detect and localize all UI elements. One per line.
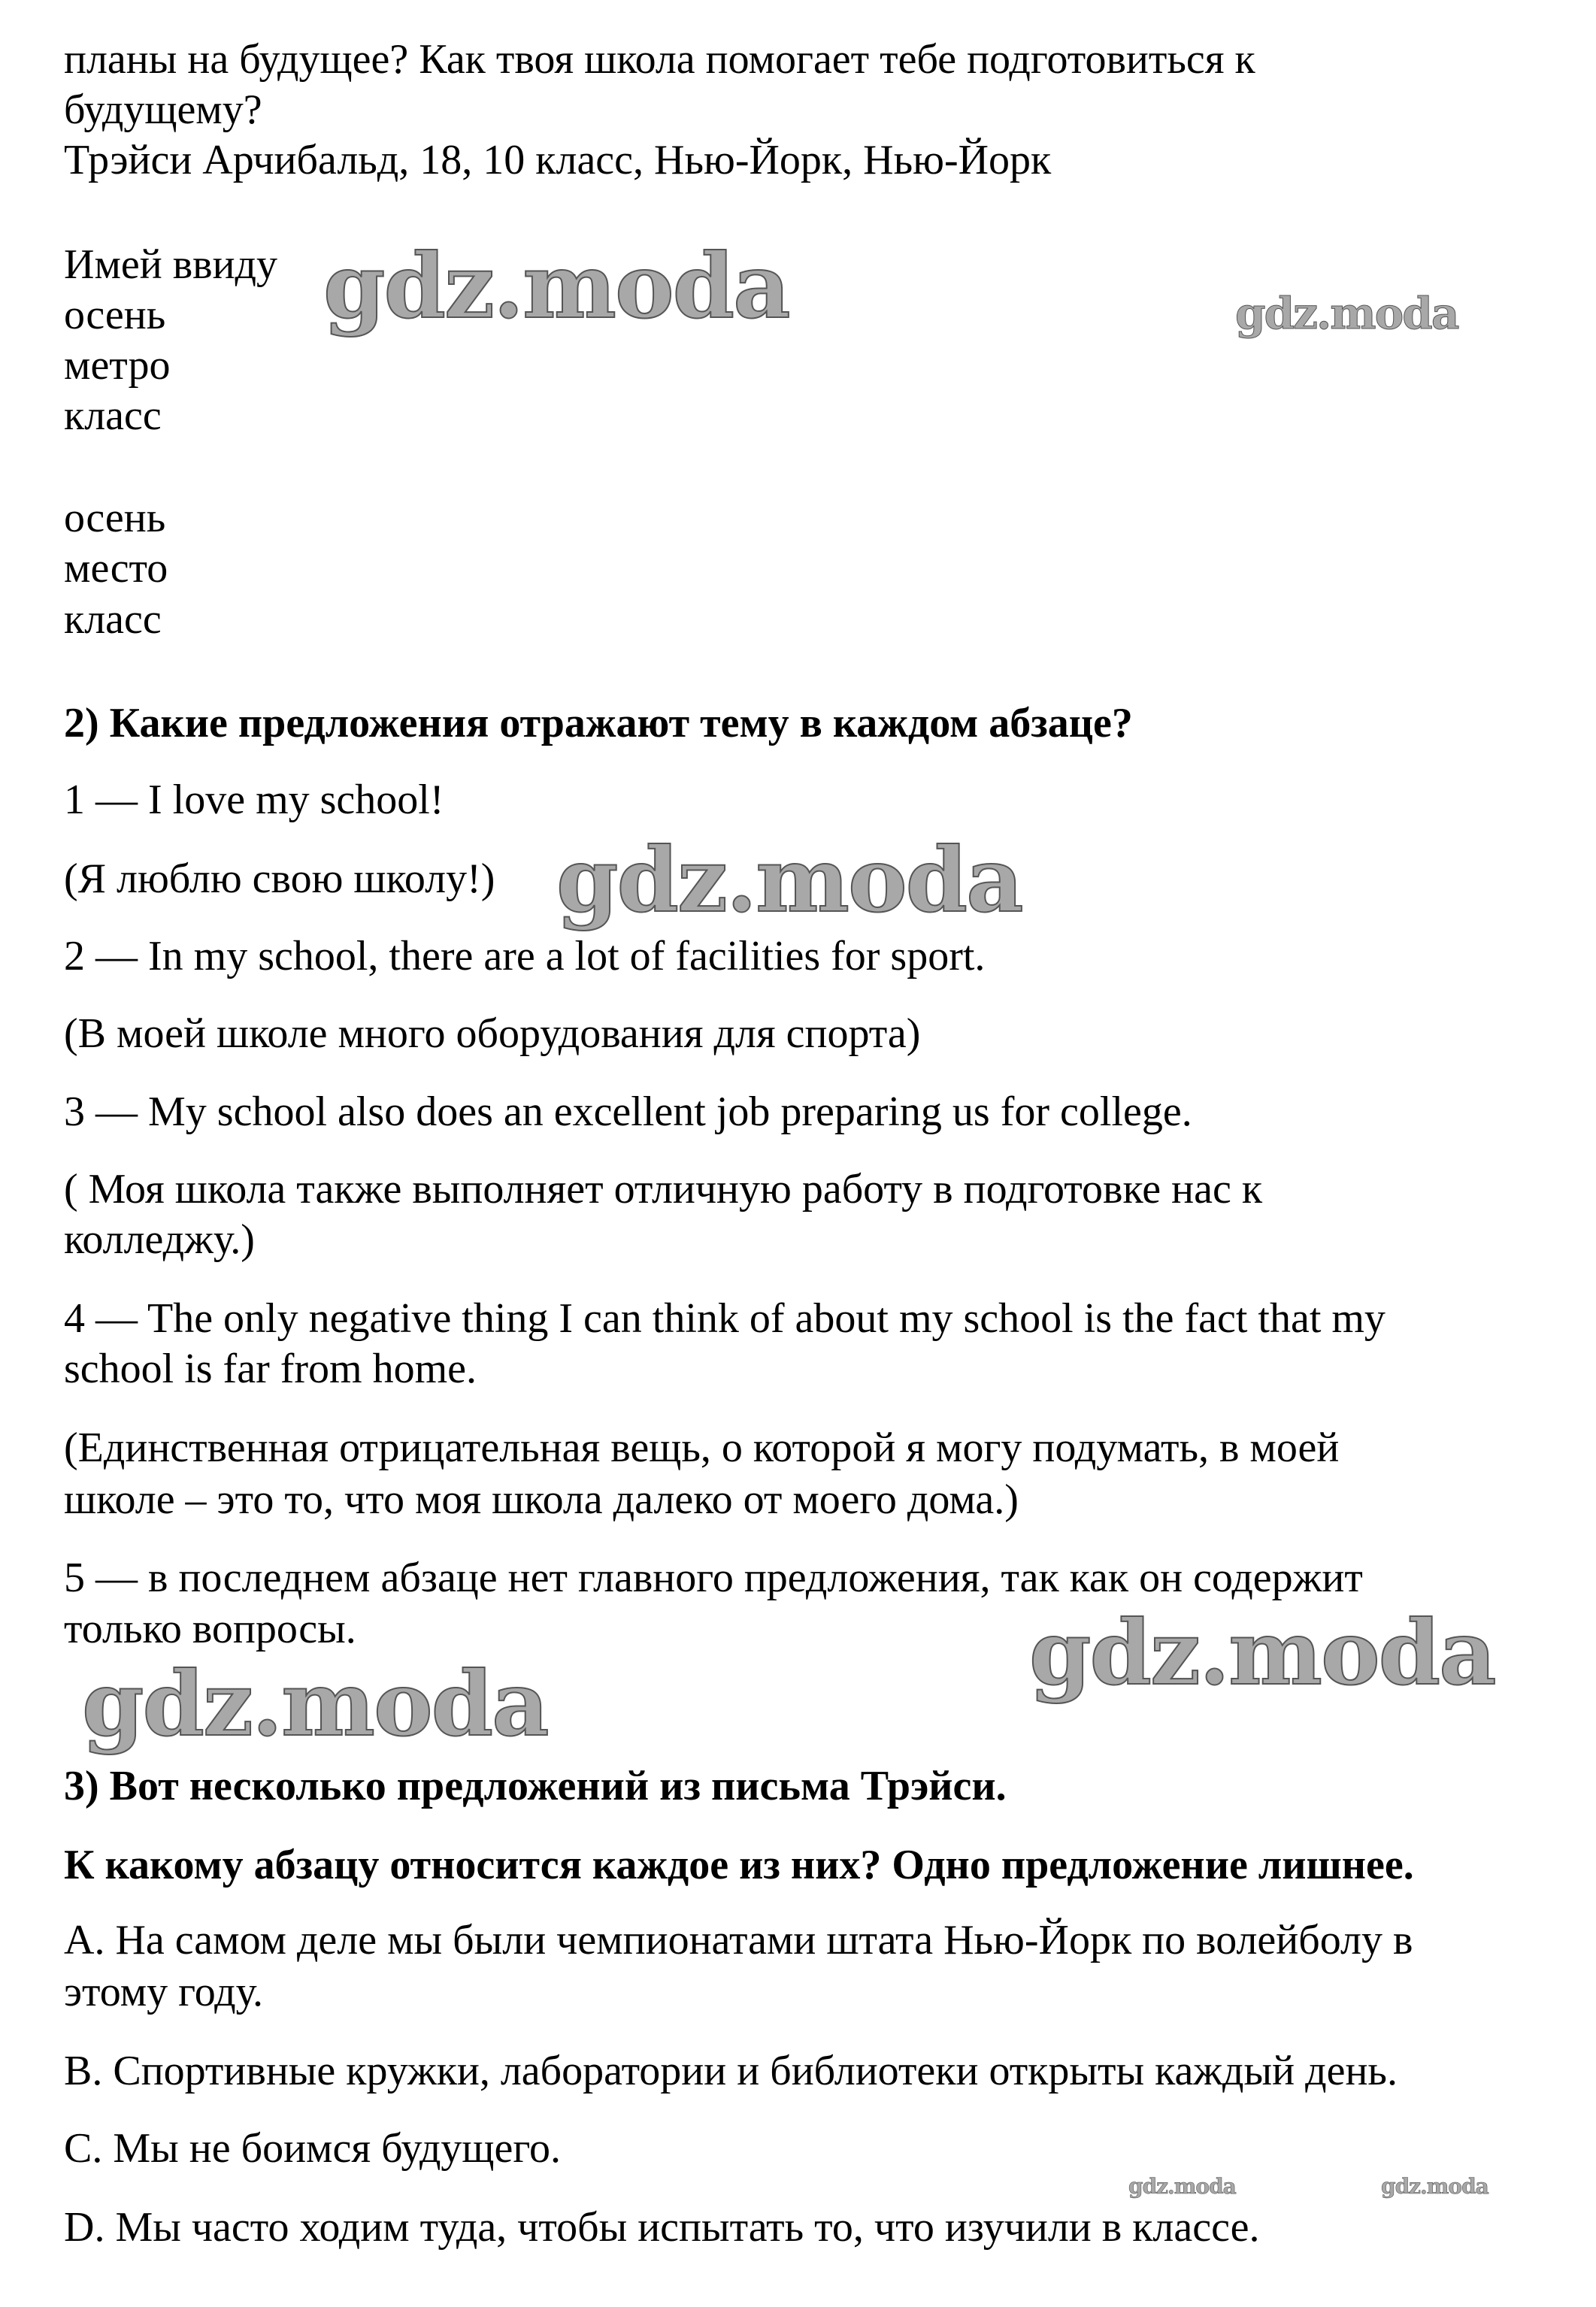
vocab-word: место [64, 545, 168, 592]
q2-line: ( Моя школа также выполняет отличную работу в подготовке нас к [64, 1166, 1263, 1213]
q2-line: school is far from home. [64, 1346, 477, 1392]
q2-line: 1 — I love my school! [64, 777, 444, 823]
watermark: gdz.moda [556, 828, 1022, 932]
q3-subheading: К какому абзацу относится каждое из них? Одно предложение лишнее. [64, 1842, 1414, 1888]
vocab-word: класс [64, 392, 162, 439]
q2-line: школе – это то, что моя школа далеко от моего дома.) [64, 1476, 1019, 1523]
intro-signature: Трэйси Арчибальд, 18, 10 класс, Нью-Йорк, Нью-Йорк [64, 137, 1052, 183]
q2-line: только вопросы. [64, 1606, 356, 1652]
q3-option-c: C. Мы не боимся будущего. [64, 2125, 561, 2172]
vocab-word: метро [64, 342, 171, 389]
q2-line: (В моей школе много оборудования для спорта) [64, 1010, 921, 1057]
q2-line: 3 — My school also does an excellent job preparing us for college. [64, 1088, 1192, 1135]
q2-line: (Я люблю свою школу!) [64, 855, 495, 902]
q3-option-a-cont: этому году. [64, 1969, 263, 2015]
q3-option-d: D. Мы часто ходим туда, чтобы испытать то, что изучили в классе. [64, 2204, 1260, 2251]
q3-option-a: A. На самом деле мы были чемпионатами штата Нью-Йорк по волейболу в [64, 1917, 1413, 1963]
q2-line: 4 — The only negative thing I can think of about my school is the fact that my [64, 1295, 1386, 1342]
watermark: gdz.moda [323, 234, 789, 338]
vocab-word: класс [64, 596, 162, 643]
q2-line: колледжу.) [64, 1216, 255, 1263]
watermark: gdz.moda [82, 1652, 548, 1756]
q2-heading: 2) Какие предложения отражают тему в каждом абзаце? [64, 700, 1133, 746]
q3-heading: 3) Вот несколько предложений из письма Трэйси. [64, 1763, 1007, 1809]
intro-line: планы на будущее? Как твоя школа помогает тебе подготовиться к [64, 36, 1255, 83]
watermark: gdz.moda [1128, 2174, 1236, 2199]
watermark: gdz.moda [1381, 2174, 1488, 2199]
q3-option-b: B. Спортивные кружки, лаборатории и библиотеки открыты каждый день. [64, 2048, 1398, 2094]
watermark: gdz.moda [1029, 1600, 1495, 1705]
watermark: gdz.moda [1235, 288, 1458, 339]
q2-line: 5 — в последнем абзаце нет главного предложения, так как он содержит [64, 1555, 1363, 1601]
vocab-heading: Имей ввиду [64, 241, 278, 288]
vocab-word: осень [64, 292, 166, 338]
q2-line: 2 — In my school, there are a lot of facilities for sport. [64, 933, 986, 979]
vocab-word: осень [64, 495, 166, 541]
q2-line: (Единственная отрицательная вещь, о которой я могу подумать, в моей [64, 1424, 1340, 1471]
intro-line: будущему? [64, 86, 262, 133]
